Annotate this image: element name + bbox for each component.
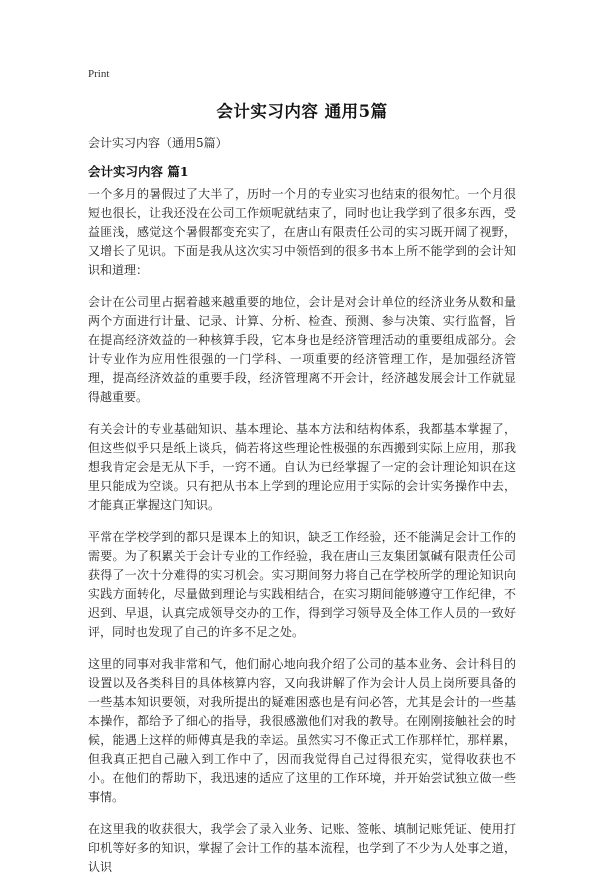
- paragraph: 一个多月的暑假过了大半了，历时一个月的专业实习也结束的很匆忙。一个月很短也很长，让我还没在公司工作烦呢就结束了，同时也让我学到了很多东西，受益匪浅，感觉这个暑假都变充实了，在唐山有限责任公司的实习既开阔了视野，又增长了见识。下面是我从这次实习中领悟到的很多书本上所不能学到的会计知识和道理：: [88, 187, 516, 277]
- paragraph: 会计在公司里占据着越来越重要的地位，会计是对会计单位的经济业务从数和量两个方面进行计量、记录、计算、分析、检查、预测、参与决策、实行监督，旨在提高经济效益的一种核算手段，它本身也是经济管理活动的重要组成部分。会计专业作为应用性很强的一门学科、一项重要的经济管理工作，是加强经济管理，提高经济效益的重要手段，经济管理离不开会计，经济越发展会计工作就显得越重要。: [88, 295, 516, 404]
- paragraph: 平常在学校学到的都只是课本上的知识，缺乏工作经验，还不能满足会计工作的需要。为了积累关于会计专业的工作经验，我在唐山三友集团氯碱有限责任公司获得了一次十分难得的实习机会。实习期间努力将自己在学校所学的理论知识向实践方面转化，尽量做到理论与实践相结合，在实习期间能够遵守工作纪律，不迟到、早退，认真完成领导交办的工作，得到学习领导及全体工作人员的一致好评，同时也发现了自己的许多不足之处。: [88, 530, 516, 639]
- paragraph: 在这里我的收获很大，我学会了录入业务、记账、签帐、填制记账凭证、使用打印机等好多的知识，掌握了会计工作的基本流程，也学到了不少为人处事之道，认识: [88, 822, 516, 874]
- section-heading: 会计实习内容 篇1: [88, 164, 189, 179]
- page-title: 会计实习内容 通用5篇: [216, 102, 388, 121]
- paragraph: 有关会计的专业基础知识、基本理论、基本方法和结构体系，我都基本掌握了，但这些似乎只是纸上谈兵，倘若将这些理论性极强的东西搬到实际上应用，那我想我肯定会是无从下手，一窍不通。自认为已经掌握了一定的会计理论知识在这里只能成为空谈。只有把从书本上学到的理论应用于实际的会计实务操作中去，才能真正掌握这门知识。: [88, 422, 516, 512]
- article-body: [88, 185, 516, 890]
- document-subtitle: 会计实习内容（通用5篇）: [88, 136, 228, 150]
- print-link[interactable]: Print: [88, 68, 110, 80]
- paragraph: 这里的同事对我非常和气，他们耐心地向我介绍了公司的基本业务、会计科目的设置以及各类科目的具体核算内容，又向我讲解了作为会计人员上岗所要具备的一些基本知识要领，对我所提出的疑难困惑也是有问必答，尤其是会计的一些基本操作，都给予了细心的指导，我很感激他们对我的教导。在刚刚接触社会的时候，能遇上这样的师傅真是我的幸运。虽然实习不像正式工作那样忙，那样累，但我真正把自己融入到工作中了，因而我觉得自己过得很充实，觉得收获也不小。在他们的帮助下，我迅速的适应了这里的工作环境，并开始尝试独立做一些事情。: [88, 657, 516, 804]
